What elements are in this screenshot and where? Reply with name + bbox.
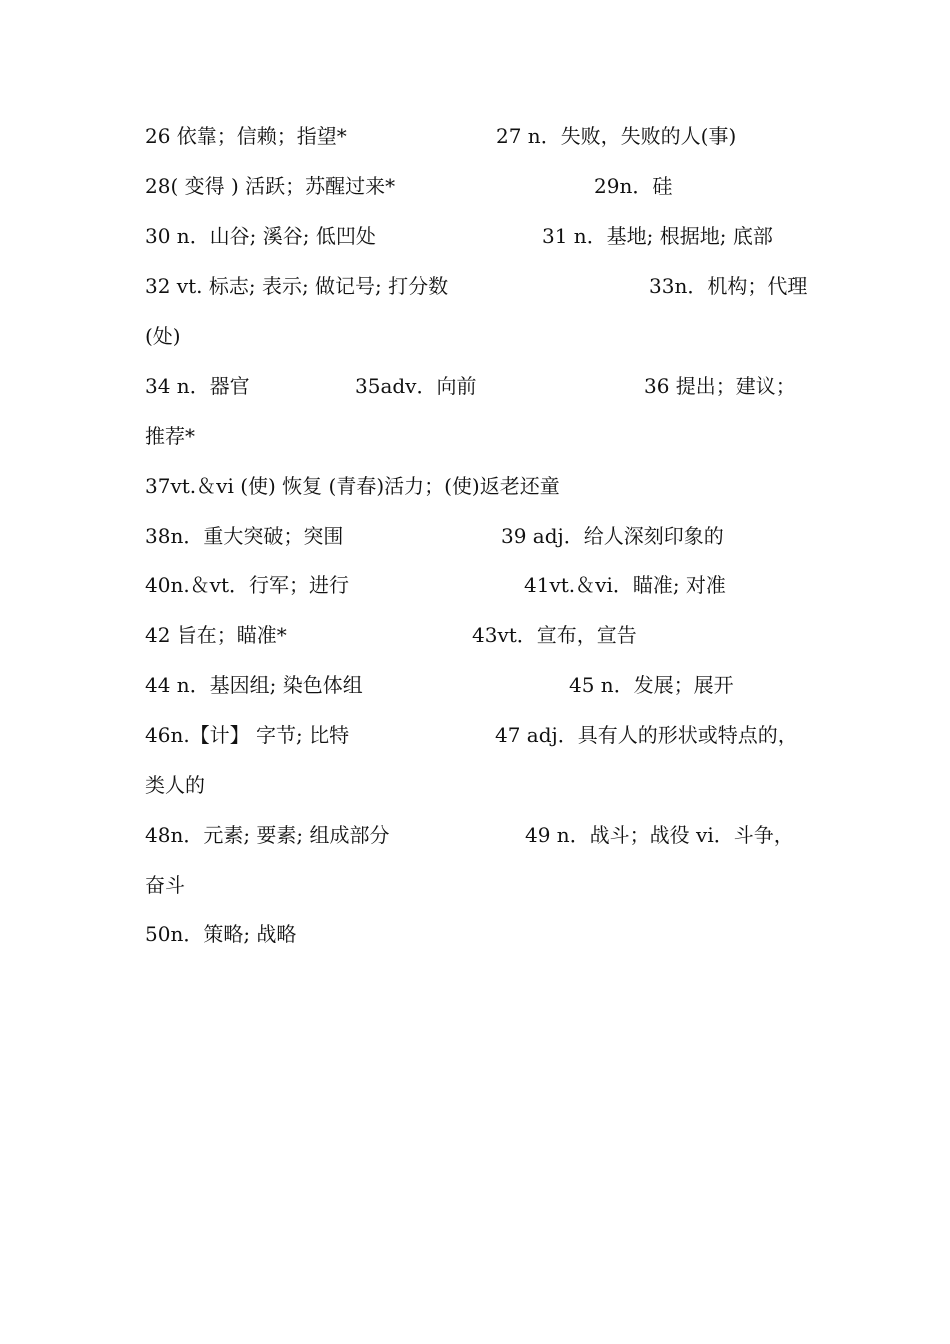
entry-31: 31 n．基地; 根据地; 底部 <box>542 224 773 248</box>
entry-41: 41vt.＆vi．瞄准; 对准 <box>524 573 726 597</box>
entry-49: 49 n．战斗；战役 vi．斗争， <box>525 823 794 847</box>
entry-33-continuation: (处) <box>145 324 181 348</box>
entry-43: 43vt．宣布，宣告 <box>472 623 637 647</box>
entry-36: 36 提出；建议； <box>644 374 796 398</box>
entry-39: 39 adj．给人深刻印象的 <box>501 524 724 548</box>
entry-44: 44 n．基因组; 染色体组 <box>145 673 363 697</box>
entry-35: 35adv．向前 <box>355 374 477 398</box>
entry-49-continuation: 奋斗 <box>145 873 185 897</box>
entry-50: 50n．策略; 战略 <box>145 922 297 946</box>
entry-33: 33n．机构；代理 <box>649 274 808 298</box>
entry-45: 45 n．发展；展开 <box>569 673 734 697</box>
entry-40: 40n.＆vt．行军；进行 <box>145 573 350 597</box>
entry-47-continuation: 类人的 <box>145 773 205 797</box>
entry-47: 47 adj．具有人的形状或特点的， <box>495 723 798 747</box>
entry-30: 30 n．山谷; 溪谷; 低凹处 <box>145 224 376 248</box>
entry-29: 29n．硅 <box>594 174 673 198</box>
entry-42: 42 旨在；瞄准* <box>145 623 287 647</box>
entry-37: 37vt.＆vi (使) 恢复 (青春)活力；(使)返老还童 <box>145 474 560 498</box>
entry-28: 28( 变得 ) 活跃；苏醒过来* <box>145 174 396 198</box>
entry-32: 32 vt. 标志; 表示; 做记号; 打分数 <box>145 274 449 298</box>
entry-27: 27 n．失败，失败的人(事) <box>496 124 737 148</box>
entry-26: 26 依靠；信赖；指望* <box>145 124 347 148</box>
entry-34: 34 n．器官 <box>145 374 250 398</box>
entry-36-continuation: 推荐* <box>145 424 195 448</box>
entry-46: 46n.【计】 字节; 比特 <box>145 723 350 747</box>
entry-38: 38n．重大突破；突围 <box>145 524 344 548</box>
entry-48: 48n．元素; 要素; 组成部分 <box>145 823 390 847</box>
